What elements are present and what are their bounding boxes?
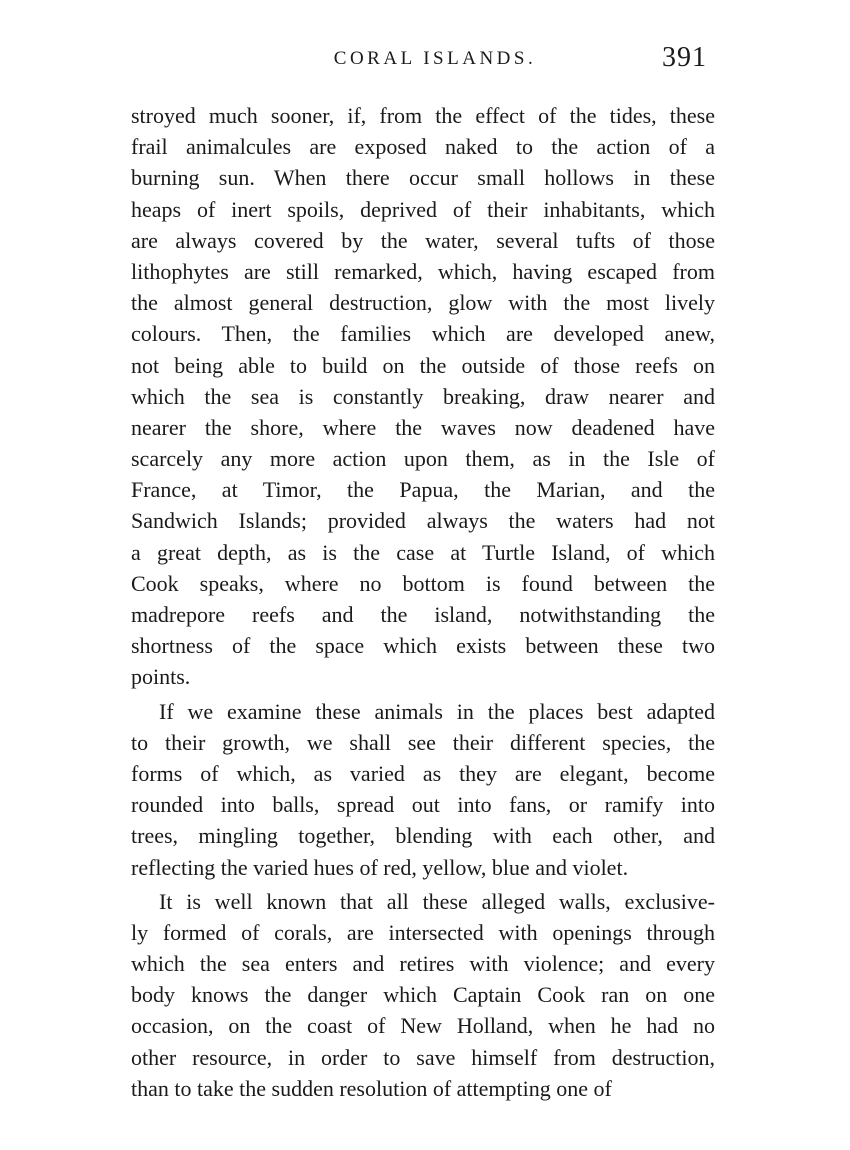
text-line: other resource, in order to save himself from destruction,: [131, 1044, 715, 1070]
text-line: madrepore reefs and the island, notwithstanding the: [131, 602, 715, 627]
paragraph: [131, 886, 715, 1104]
text-line: not being able to build on the outside of those reefs on: [131, 352, 715, 378]
text-line: are always covered by the water, several tufts of those: [131, 227, 715, 253]
text-line: ly formed of corals, are intersected with openings through: [131, 919, 715, 945]
text-line: It is well known that all these alleged walls, exclusive-: [159, 888, 715, 914]
text-line: occasion, on the coast of New Holland, when he had no: [131, 1013, 715, 1039]
text-line: shortness of the space which exists between these two: [131, 633, 715, 659]
text-line: a great depth, as is the case at Turtle Island, of which: [131, 539, 715, 565]
text-line: reflecting the varied hues of red, yellow, blue and violet.: [131, 854, 629, 880]
text-line: stroyed much sooner, if, from the effect of the tides, these: [131, 103, 715, 128]
text-line: the almost general destruction, glow with the most lively: [131, 290, 715, 316]
text-line: heaps of inert spoils, deprived of their inhabitants, which: [131, 196, 715, 222]
text-line: which the sea enters and retires with violence; and every: [131, 951, 715, 977]
text-line: than to take the sudden resolution of attempting one of: [131, 1075, 612, 1101]
running-head: [131, 40, 715, 80]
text-line: frail animalcules are exposed naked to the action of a: [131, 134, 715, 160]
text-line: If we examine these animals in the places best adapted: [159, 698, 715, 724]
text-line: burning sun. When there occur small hollows in these: [131, 165, 715, 191]
paragraph: [131, 100, 715, 693]
page-number: 391: [662, 42, 707, 73]
text-line: body knows the danger which Captain Cook ran on one: [131, 982, 715, 1008]
text-line: points.: [131, 664, 191, 690]
body-text: [131, 100, 715, 1104]
text-line: forms of which, as varied as they are elegant, become: [131, 760, 715, 786]
text-line: nearer the shore, where the waves now deadened have: [131, 414, 715, 440]
text-line: Cook speaks, where no bottom is found between the: [131, 570, 715, 596]
text-line: scarcely any more action upon them, as in the Isle of: [131, 446, 715, 472]
text-line: which the sea is constantly breaking, draw nearer and: [131, 383, 715, 409]
paragraph: [131, 696, 715, 883]
text-line: trees, mingling together, blending with each other, and: [131, 823, 715, 849]
text-line: rounded into balls, spread out into fans, or ramify into: [131, 792, 715, 818]
text-line: lithophytes are still remarked, which, having escaped from: [131, 258, 715, 284]
text-line: to their growth, we shall see their different species, the: [131, 729, 715, 755]
running-title: CORAL ISLANDS.: [333, 48, 537, 69]
text-line: colours. Then, the families which are developed anew,: [131, 321, 715, 347]
text-line: Sandwich Islands; provided always the waters had not: [131, 508, 715, 534]
text-line: France, at Timor, the Papua, the Marian, and the: [131, 477, 715, 503]
